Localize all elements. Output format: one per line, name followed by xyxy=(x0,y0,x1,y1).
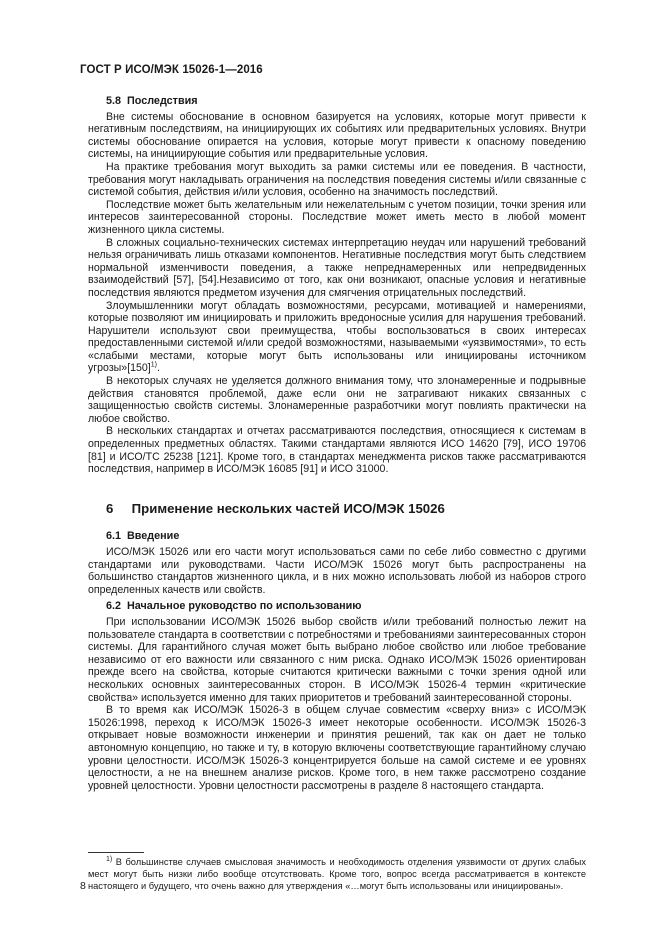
section-6-1-heading xyxy=(106,530,586,543)
paragraph: На практике требования могут выходить за рамки системы или ее поведения. В частности, требования могут накладывать ограничения на последствия поведения системы и/или связанные с системой события, действия и/или условия, особенно на значимость последствий. xyxy=(88,160,586,199)
document-body xyxy=(88,95,586,792)
section-6-2-heading xyxy=(106,600,586,613)
paragraph: При использовании ИСО/МЭК 15026 выбор свойств и/или требований полностью лежит на пользователе стандарта в соответствии с потребностями и требованиями заинтересованных сторон системы. Для гарантийного случая может быть выбрано любое свойство или любое требование независимо от его важности или связанного с ним риска. Однако ИСО/МЭК 15026 ориентирован прежде всего на свойства, которые считаются критически важными с точки зрения одной или нескольких основных заинтересованных сторон. В ИСО/МЭК 15026-4 термин «критические свойства» используется именно для таких приоритетов и требований заинтересованной стороны. xyxy=(88,615,586,704)
paragraph: Последствие может быть желательным или нежелательным с учетом позиции, точки зрения или интересов заинтересованной стороны. Последствие может иметь место в любой момент жизненного цикла системы. xyxy=(88,198,586,236)
section-number: 6.2 xyxy=(106,600,122,613)
page-number: 8 xyxy=(80,880,86,892)
paragraph-with-footnote: Злоумышленники могут обладать возможностями, ресурсами, мотивацией и намерениями, которые позволяют им инициировать и приложить вредоносные усилия для нарушения требований. Нарушители используют свои преимущества, чтобы воспользоваться в своих интересах предоставленными системой и/или средой возможностями, называемыми «уязвимостями», то есть «слабыми местами, которые могут быть использованы или инициированы источником $угрозы»[150]^{1)}$. xyxy=(88,299,586,375)
section-title: Применение нескольких частей ИСО/МЭК 15026 xyxy=(131,500,445,516)
section-6-heading xyxy=(106,500,586,516)
paragraph: В некоторых случаях не уделяется должного внимания тому, что злонамеренные и подрывные действия становятся проблемой, даже если они не затрагивают никаких связанных с защищенностью свойств системы. Злонамеренные разработчики могут повлиять практически на любое свойство. xyxy=(88,375,586,425)
section-number: 5.8 xyxy=(106,95,122,107)
footnote-marker: 1) xyxy=(106,855,113,863)
section-title: Начальное руководство по использованию xyxy=(127,600,362,613)
section-number: 6 xyxy=(106,500,114,516)
paragraph: Вне системы обоснование в основном базируется на условиях, которые могут привести к негативным последствиям, на инициирующих их событиях или предварительных условиях. Внутри системы обоснование опирается на условия, которые могут привести к опасному поведению системы, на инициирующие события или предварительные условия. xyxy=(88,110,586,161)
footnote xyxy=(88,857,586,893)
document-header: ГОСТ Р ИСО/МЭК 15026-1—2016 xyxy=(80,64,263,76)
paragraph: В то время как ИСО/МЭК 15026-3 в общем случае совместим «сверху вниз» с ИСО/МЭК 15026:1998, переход к ИСО/МЭК 15026-3 имеет некоторые особенности. ИСО/МЭК 15026-3 открывает новые возможности инженерии и принятия решений, так как он дает не только автономную концепцию, но также и ту, в которую включены соответствующие гарантийному случаю уровни целостности. ИСО/МЭК 15026-3 концентрируется больше на самой системе и ее уровнях целостности, а не на внешнем анализе рисков. Кроме того, в нем также рассмотрено создание уровней целостности. Уровни целостности рассмотрены в разделе 8 настоящего стандарта. xyxy=(88,704,586,792)
section-title: Последствия xyxy=(127,95,198,107)
footnote-reference: 1) xyxy=(150,361,157,369)
section-number: 6.1 xyxy=(106,530,122,543)
paragraph: В сложных социально-технических системах интерпретацию неудач или нарушений требований нельзя ограничивать лишь отказами компонентов. Негативные последствия могут быть следствием нормальной изменчивости поведения, а также непреднамеренных или непредвиденных взаимодействий [57], [54].Независимо от того, как они возникают, опасные условия и негативные последствия являются предметом изучения для смягчения отрицательных последствий. xyxy=(88,236,586,299)
paragraph: В нескольких стандартах и отчетах рассматриваются последствия, относящиеся к системам в определенных предметных областях. Такими стандартами являются ИСО 14620 [79], ИСО 19706 [81] и ИСО/ТС 25238 [121]. Кроме того, в стандартах менеджмента рисков также рассматриваются последствия, например в ИСО/МЭК 16085 [91] и ИСО 31000. xyxy=(88,425,586,476)
paragraph: ИСО/МЭК 15026 или его части могут использоваться сами по себе либо совместно с другими стандартами или руководствами. Части ИСО/МЭК 15026 могут быть распространены на большинство стандартов жизненного цикла, и в них можно использовать любой из наборов строго определенных качеств или свойств. xyxy=(88,546,586,596)
footnote-text: В большинстве случаев смысловая значимость и необходимость отделения уязвимости от других слабых мест могут быть низки либо вообще отсутствовать. Кроме того, вопрос всегда рассматривается в контексте настоящего и будущего, что очень важно для утверждения «…могут быть использованы или инициированы». xyxy=(88,857,586,891)
section-title: Введение xyxy=(127,530,180,543)
footnote-separator xyxy=(88,852,144,853)
section-5-8-heading xyxy=(106,95,586,108)
paragraph-text: Злоумышленники могут обладать возможностями, ресурсами, мотивацией и намерениями, которые позволяют им инициировать и приложить вредоносные усилия для нарушения требований. Нарушители используют свои преимущества, чтобы воспользоваться в своих интересах предоставленными системой и/или средой возможностями, называемыми «уязвимостями», то есть «слабыми местами, которые могут быть использованы или инициированы источником угрозы»[150] xyxy=(88,299,586,375)
